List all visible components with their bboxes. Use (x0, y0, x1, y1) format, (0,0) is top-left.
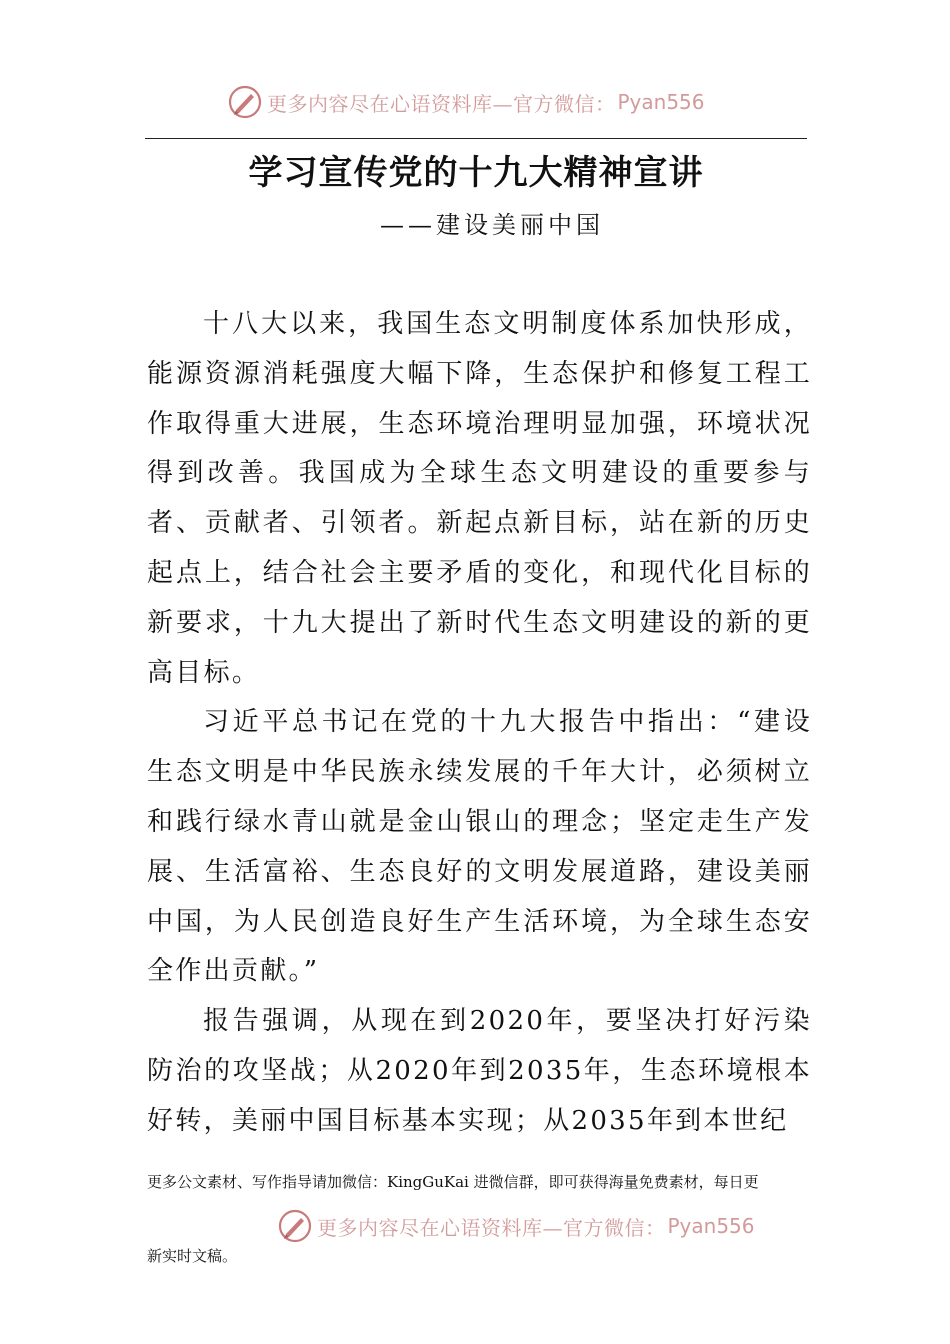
footer-watermark (277, 1208, 755, 1244)
document-subtitle: ——建设美丽中国 (380, 211, 604, 239)
paragraph: 报告强调，从现在到2020年，要坚决打好污染防治的攻坚战；从2020年到2035年，生态环境根本好转，美丽中国目标基本实现；从2035年到本世纪 (147, 1006, 812, 1136)
watermark-wechat-id: Pyan556 (617, 90, 705, 114)
pen-logo-icon (277, 1208, 313, 1244)
footer-note-continued: 新实时文稿。 (147, 1247, 238, 1265)
watermark-text: 更多内容尽在心语资料库—官方微信： (267, 91, 616, 116)
watermark-wechat-id: Pyan556 (667, 1214, 755, 1238)
document-body (147, 300, 812, 1147)
header-divider (145, 138, 807, 139)
header-watermark (227, 84, 705, 120)
footer-note: 更多公文素材、写作指导请加微信：KingGuKai 进微信群，即可获得海量免费素材，每日更 (147, 1173, 759, 1191)
document-title: 学习宣传党的十九大精神宣讲 (248, 153, 704, 193)
watermark-text: 更多内容尽在心语资料库—官方微信： (317, 1215, 666, 1240)
paragraph: 习近平总书记在党的十九大报告中指出：“建设生态文明是中华民族永续发展的千年大计，必须树立和践行绿水青山就是金山银山的理念；坚定走生产发展、生活富裕、生态良好的文明发展道路，建设美丽中国，为人民创造良好生产生活环境，为全球生态安全作出贡献。” (147, 707, 812, 987)
pen-logo-icon (227, 84, 263, 120)
paragraph: 十八大以来，我国生态文明制度体系加快形成，能源资源消耗强度大幅下降，生态保护和修复工程工作取得重大进展，生态环境治理明显加强，环境状况得到改善。我国成为全球生态文明建设的重要参与者、贡献者、引领者。新起点新目标，站在新的历史起点上，结合社会主要矛盾的变化，和现代化目标的新要求，十九大提出了新时代生态文明建设的新的更高目标。 (147, 309, 812, 688)
